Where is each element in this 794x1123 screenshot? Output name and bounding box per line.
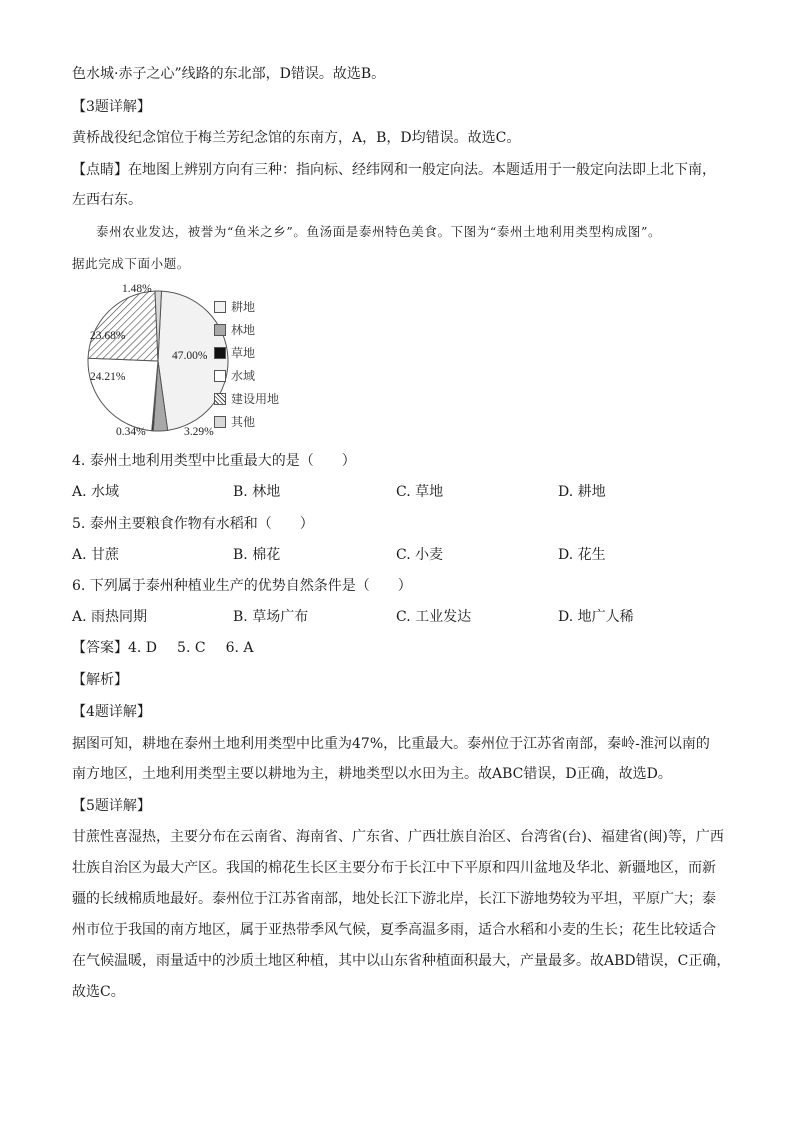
option: A. 水域: [72, 484, 120, 500]
option: C. 工业发达: [396, 609, 472, 625]
pie-slice-4: [88, 358, 158, 431]
legend-item: [214, 346, 304, 362]
answer-line: [72, 638, 274, 658]
answer-item: 5. C: [177, 640, 206, 656]
pie-data-label: 1.48%: [122, 283, 152, 295]
legend-item: [214, 392, 304, 408]
option: A. 甘蔗: [72, 547, 120, 563]
tip-line: 左西右东。: [72, 192, 142, 208]
section-heading: 【5题详解】: [72, 798, 151, 814]
intro-line: 据此完成下面小题。: [72, 256, 190, 271]
section-heading: 【4题详解】: [72, 704, 151, 720]
paragraph-line: 壮族自治区为最大产区。我国的棉花生长区主要分布于长江中下平原和四川盆地及华北、新疆地区，而新: [72, 860, 716, 876]
pie-data-label: 23.68%: [90, 330, 126, 342]
intro-line: 泰州农业发达，被誉为“鱼米之乡”。鱼汤面是泰州特色美食。下图为“泰州土地利用类型构成图”。: [96, 224, 662, 239]
legend-label: 耕地: [231, 300, 256, 314]
option: B. 林地: [233, 484, 281, 500]
paragraph-line: 南方地区，土地利用类型主要以耕地为主，耕地类型以水田为主。故ABC错误，D正确，故选D。: [72, 766, 672, 782]
option: C. 小麦: [396, 547, 444, 563]
legend-swatch: [214, 301, 226, 313]
paragraph-line: 疆的长绒棉质地最好。泰州位于江苏省南部，地处长江下游北岸，长江下游地势较为平坦，平原广大；泰: [72, 891, 716, 907]
legend-swatch: [214, 393, 226, 405]
legend-label: 水域: [231, 369, 256, 383]
legend-item: [214, 369, 304, 385]
legend-swatch: [214, 347, 226, 359]
legend-label: 林地: [231, 323, 256, 337]
section-heading: 【3题详解】: [72, 99, 151, 115]
paragraph-line: 故选C。: [72, 984, 125, 1000]
option: D. 耕地: [558, 484, 606, 500]
question-stem: 6. 下列属于泰州种植业生产的优势自然条件是（ ）: [72, 578, 412, 594]
pie-data-label: 47.00%: [172, 350, 208, 362]
paragraph-line: 在气候温暖，雨量适中的沙质土地区种植，其中以山东省种植面积最大，产量最多。故ABD错误，C正确，: [72, 953, 731, 969]
answer-item: 6. A: [225, 640, 254, 656]
legend-swatch: [214, 370, 226, 382]
option: A. 雨热同期: [72, 609, 148, 625]
option: D. 花生: [558, 547, 606, 563]
option: C. 草地: [396, 484, 444, 500]
answer-item: 4. D: [128, 640, 158, 656]
paragraph-line: 州市位于我国的南方地区，属于亚热带季风气候，夏季高温多雨，适合水稻和小麦的生长；花生比较适合: [72, 922, 716, 938]
legend-item: [214, 323, 304, 339]
text-line: 黄桥战役纪念馆位于梅兰芳纪念馆的东南方，A，B，D均错误。故选C。: [72, 130, 521, 146]
legend-swatch: [214, 416, 226, 428]
question-stem: 5. 泰州主要粮食作物有水稻和（ ）: [72, 516, 314, 532]
pie-data-label: 3.29%: [184, 426, 214, 438]
legend-label: 建设用地: [231, 392, 280, 406]
pie-slice-5: [88, 291, 158, 361]
legend-item: [214, 300, 304, 316]
pie-data-label: 0.34%: [116, 426, 146, 438]
text-line: 色水城·赤子之心”线路的东北部，D错误。故选B。: [72, 66, 386, 82]
pie-data-label: 24.21%: [90, 371, 126, 383]
paragraph-line: 甘蔗性喜湿热，主要分布在云南省、海南省、广东省、广西壮族自治区、台湾省(台)、福建省(闽)等，广西: [72, 829, 724, 845]
option: D. 地广人稀: [558, 609, 634, 625]
legend-item: [214, 415, 304, 431]
paragraph-line: 据图可知，耕地在泰州土地利用类型中比重为47%，比重最大。泰州位于江苏省南部，秦岭-淮河以南的: [72, 736, 710, 752]
answer-label: 【答案】: [72, 640, 128, 656]
option: B. 草场广布: [233, 609, 309, 625]
legend-swatch: [214, 324, 226, 336]
option: B. 棉花: [233, 547, 281, 563]
section-heading: 【解析】: [72, 672, 128, 688]
question-stem: 4. 泰州土地利用类型中比重最大的是（ ）: [72, 453, 356, 469]
legend-label: 其他: [231, 415, 256, 429]
legend-label: 草地: [231, 346, 256, 360]
tip-line: 【点睛】在地图上辨别方向有三种：指向标、经纬网和一般定向法。本题适用于一般定向法即上北下南，: [72, 162, 716, 178]
